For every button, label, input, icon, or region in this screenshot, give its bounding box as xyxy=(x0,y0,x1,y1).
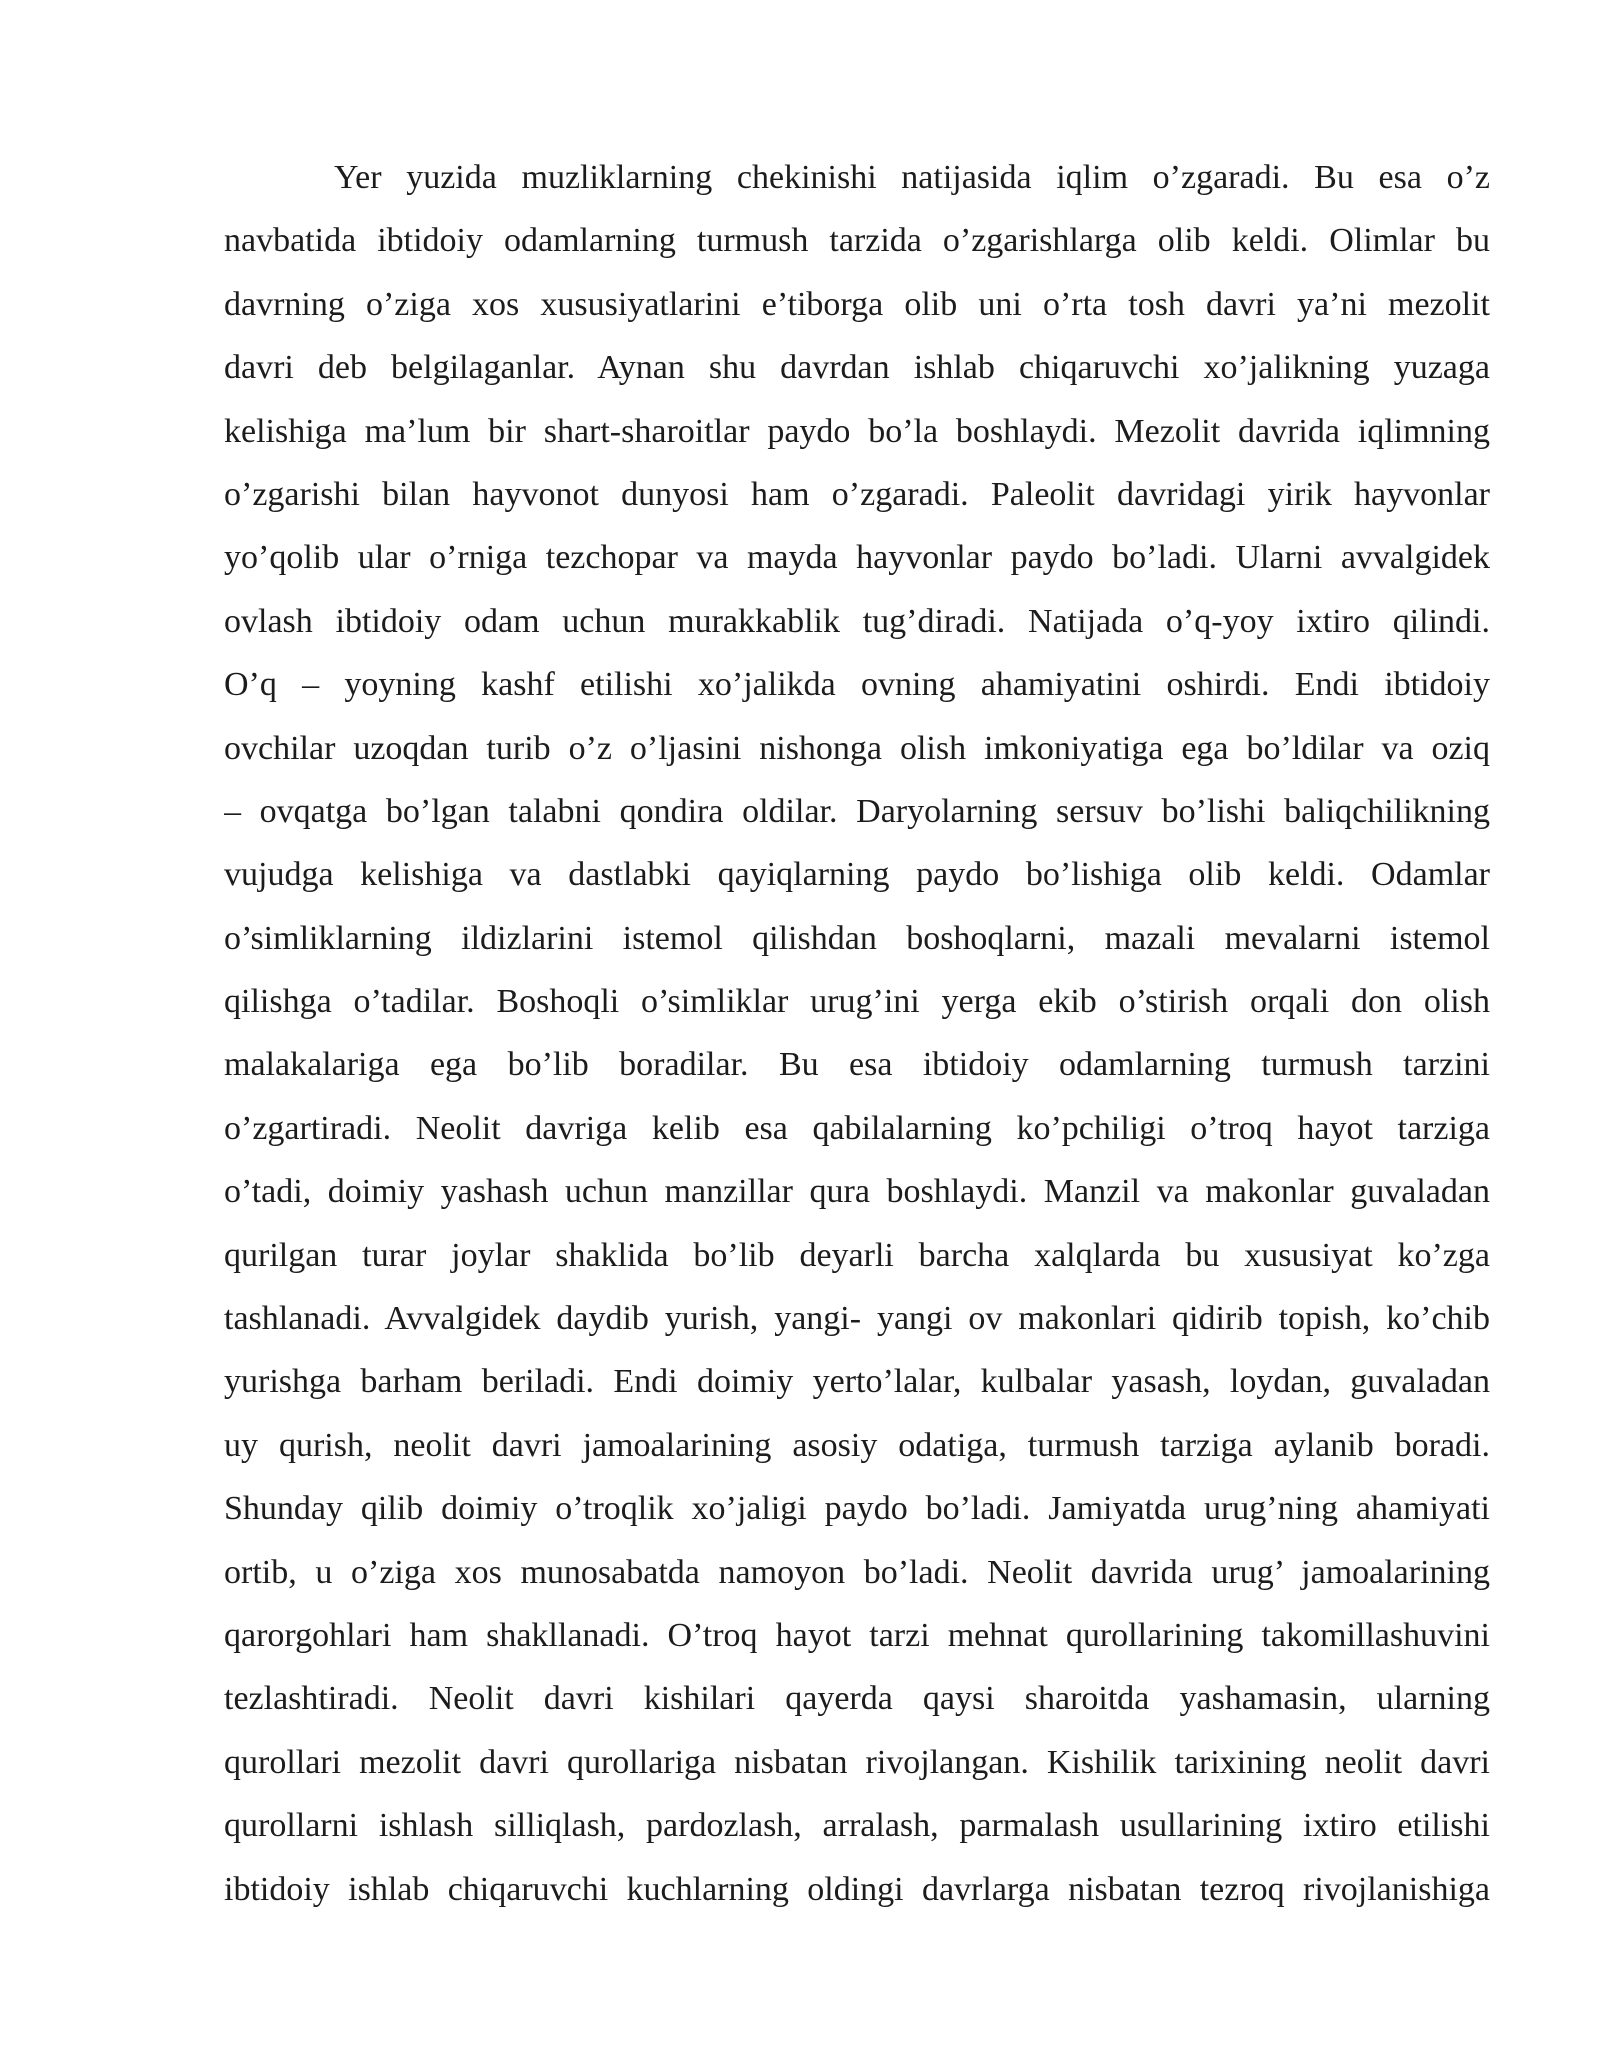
text-line: ovchilar uzoqdan turib o’z o’ljasini nishonga olish imkoniyatiga ega bo’ldilar va oziq xyxy=(224,729,1490,767)
text-line: qilishga o’tadilar. Boshoqli o’simliklar urug’ini yerga ekib o’stirish orqali don olish xyxy=(224,983,1490,1021)
text-line: yurishga barham beriladi. Endi doimiy yerto’lalar, kulbalar yasash, loydan, guvaladan xyxy=(224,1363,1490,1401)
text-line: davri deb belgilaganlar. Aynan shu davrdan ishlab chiqaruvchi xo’jalikning yuzaga xyxy=(224,349,1490,387)
text-line: qurilgan turar joylar shaklida bo’lib deyarli barcha xalqlarda bu xususiyat ko’zga xyxy=(224,1236,1490,1274)
text-line: qurollari mezolit davri qurollariga nisbatan rivojlangan. Kishilik tarixining neolit davri xyxy=(224,1743,1490,1781)
text-line: ortib, u o’ziga xos munosabatda namoyon bo’ladi. Neolit davrida urug’ jamoalarining xyxy=(224,1553,1490,1591)
text-line: – ovqatga bo’lgan talabni qondira oldilar. Daryolarning sersuv bo’lishi baliqchilikning xyxy=(224,792,1490,830)
text-line: o’tadi, doimiy yashash uchun manzillar qura boshlaydi. Manzil va makonlar guvaladan xyxy=(224,1173,1490,1211)
text-line: tezlashtiradi. Neolit davri kishilari qayerda qaysi sharoitda yashamasin, ularning xyxy=(224,1680,1490,1718)
text-line: ibtidoiy ishlab chiqaruvchi kuchlarning oldingi davrlarga nisbatan tezroq rivojlanishiga xyxy=(224,1870,1490,1908)
text-line: malakalariga ega bo’lib boradilar. Bu esa ibtidoiy odamlarning turmush tarzini xyxy=(224,1046,1490,1084)
text-line: o’simliklarning ildizlarini istemol qilishdan boshoqlarni, mazali mevalarni istemol xyxy=(224,919,1490,957)
text-line: O’q – yoyning kashf etilishi xo’jalikda ovning ahamiyatini oshirdi. Endi ibtidoiy xyxy=(224,666,1490,704)
text-line: o’zgartiradi. Neolit davriga kelib esa qabilalarning ko’pchiligi o’troq hayot tarziga xyxy=(224,1109,1490,1147)
text-line: qarorgohlari ham shakllanadi. O’troq hayot tarzi mehnat qurollarining takomillashuvini xyxy=(224,1616,1490,1654)
text-line: o’zgarishi bilan hayvonot dunyosi ham o’zgaradi. Paleolit davridagi yirik hayvonlar xyxy=(224,475,1490,513)
text-line: davrning o’ziga xos xususiyatlarini e’tiborga olib uni o’rta tosh davri ya’ni mezolit xyxy=(224,285,1490,323)
text-line: ovlash ibtidoiy odam uchun murakkablik tug’diradi. Natijada o’q-yoy ixtiro qilindi. xyxy=(224,602,1490,640)
body-paragraph xyxy=(224,146,1490,1921)
text-line: uy qurish, neolit davri jamoalarining asosiy odatiga, turmush tarziga aylanib boradi. xyxy=(224,1426,1490,1464)
text-line: vujudga kelishiga va dastlabki qayiqlarning paydo bo’lishiga olib keldi. Odamlar xyxy=(224,856,1490,894)
text-line: tashlanadi. Avvalgidek daydib yurish, yangi- yangi ov makonlari qidirib topish, ko’chib xyxy=(224,1300,1490,1338)
text-line: qurollarni ishlash silliqlash, pardozlash, arralash, parmalash usullarining ixtiro etilishi xyxy=(224,1807,1490,1845)
text-line: kelishiga ma’lum bir shart-sharoitlar paydo bo’la boshlaydi. Mezolit davrida iqlimning xyxy=(224,412,1490,450)
text-line: Shunday qilib doimiy o’troqlik xo’jaligi paydo bo’ladi. Jamiyatda urug’ning ahamiyati xyxy=(224,1490,1490,1528)
text-line: Yer yuzida muzliklarning chekinishi natijasida iqlim o’zgaradi. Bu esa o’z xyxy=(334,159,1490,196)
text-line: yo’qolib ular o’rniga tezchopar va mayda hayvonlar paydo bo’ladi. Ularni avvalgidek xyxy=(224,539,1490,577)
text-line: navbatida ibtidoiy odamlarning turmush tarzida o’zgarishlarga olib keldi. Olimlar bu xyxy=(224,222,1490,260)
